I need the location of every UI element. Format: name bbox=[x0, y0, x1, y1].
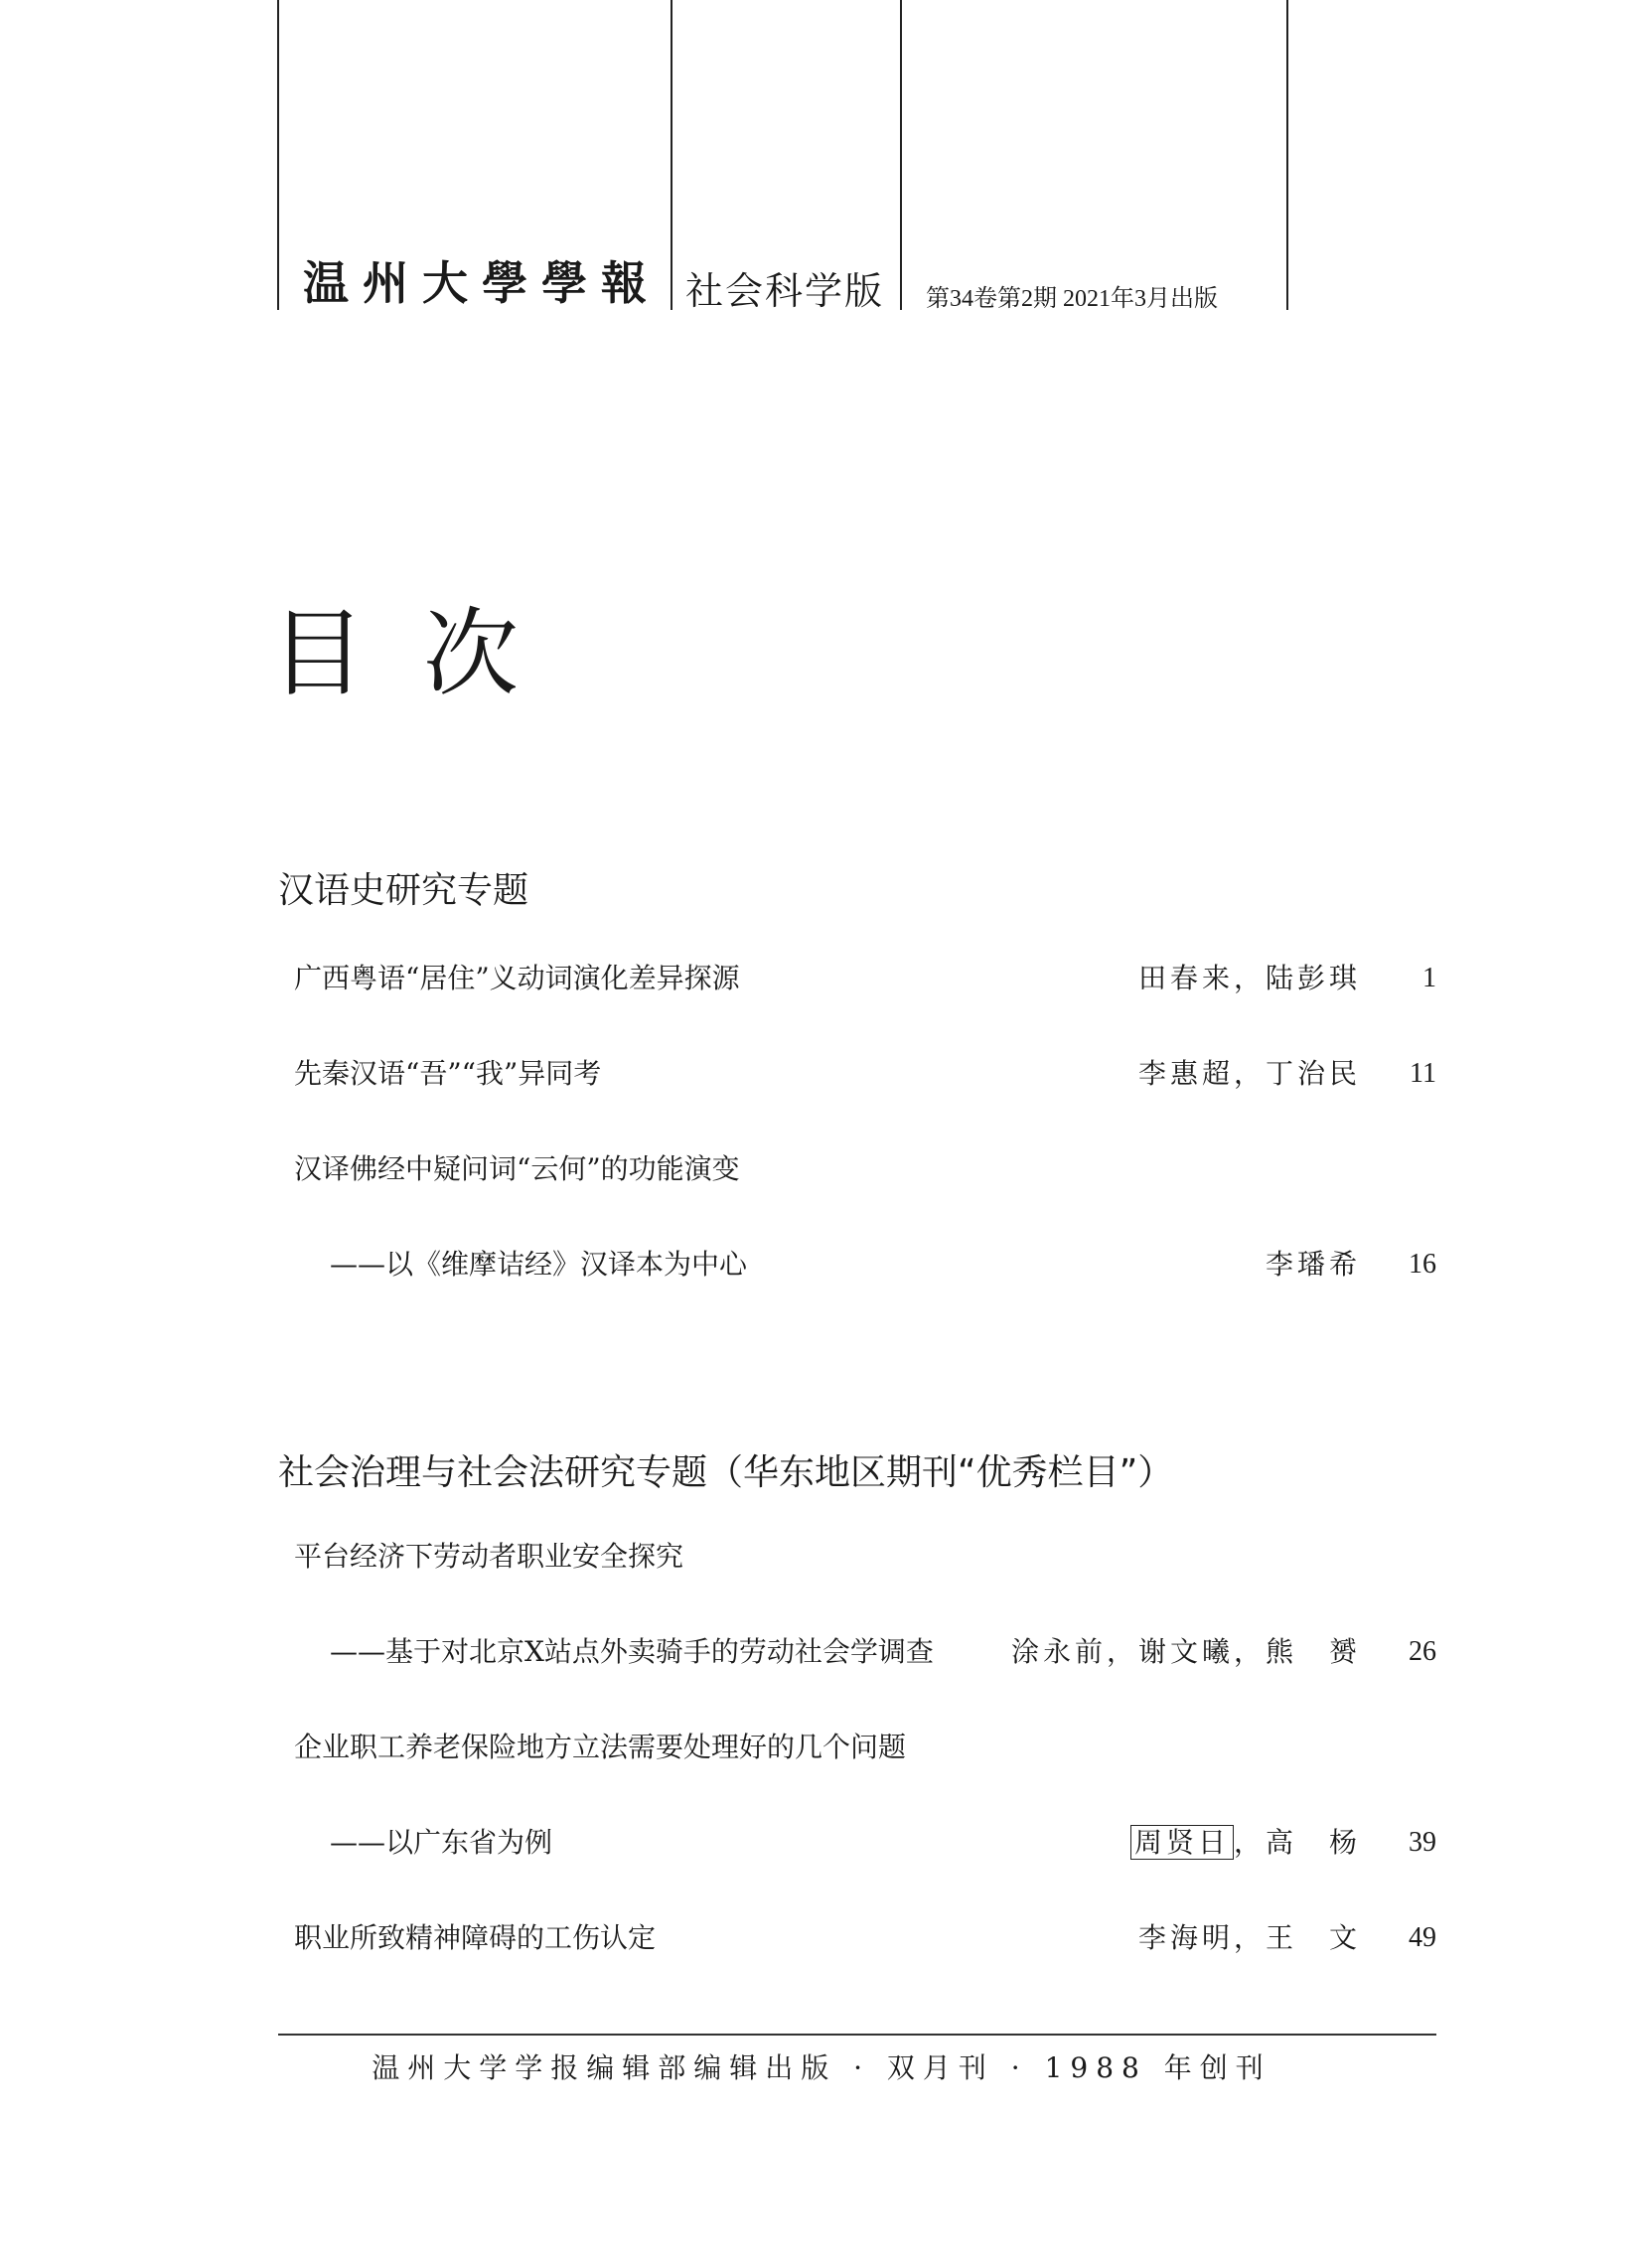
entry-title[interactable]: 汉译佛经中疑问词“云何”的功能演变 bbox=[294, 1152, 740, 1185]
entry-authors: 李海明，王 文 bbox=[1137, 1921, 1361, 1954]
toc-entry[interactable] bbox=[294, 1052, 1436, 1096]
toc-entry[interactable] bbox=[294, 1535, 1436, 1579]
footer-rule bbox=[278, 2034, 1436, 2036]
entry-page: 39 bbox=[1409, 1827, 1436, 1858]
header-rule-2 bbox=[671, 0, 672, 310]
toc-entry[interactable] bbox=[294, 1726, 1436, 1769]
entry-authors: 李璠希 bbox=[1265, 1248, 1361, 1281]
footer-text: 温州大学学报编辑部编辑出版 · 双月刊 · 1988 年创刊 bbox=[372, 2051, 1271, 2084]
section-heading: 汉语史研究专题 bbox=[278, 870, 529, 911]
entry-page: 26 bbox=[1409, 1636, 1436, 1667]
journal-title: 温州大學學報 bbox=[303, 256, 661, 310]
header-rule-1 bbox=[277, 0, 279, 310]
entry-title[interactable]: 平台经济下劳动者职业安全探究 bbox=[294, 1540, 684, 1573]
entry-subtitle[interactable]: ——以广东省为例 bbox=[330, 1826, 553, 1859]
toc-entry-subtitle[interactable] bbox=[294, 1630, 1436, 1674]
header-rule-3 bbox=[900, 0, 902, 310]
entry-title[interactable]: 职业所致精神障碍的工伤认定 bbox=[294, 1921, 657, 1954]
section-heading: 社会治理与社会法研究专题（华东地区期刊“优秀栏目”） bbox=[278, 1452, 1174, 1493]
entry-authors: 田春来，陆彭琪 bbox=[1137, 962, 1361, 994]
toc-entry-subtitle[interactable] bbox=[294, 1821, 1436, 1865]
entry-title[interactable]: 广西粤语“居住”义动词演化差异探源 bbox=[294, 962, 740, 994]
entry-subtitle[interactable]: ——以《维摩诘经》汉译本为中心 bbox=[330, 1248, 748, 1281]
entry-page: 49 bbox=[1409, 1922, 1436, 1953]
entry-page: 16 bbox=[1409, 1249, 1436, 1280]
entry-authors bbox=[1130, 1821, 1361, 1865]
entry-page: 11 bbox=[1410, 1058, 1436, 1089]
toc-entry[interactable] bbox=[294, 1147, 1436, 1191]
header-rule-4 bbox=[1286, 0, 1288, 310]
entry-title[interactable]: 企业职工养老保险地方立法需要处理好的几个问题 bbox=[294, 1731, 907, 1763]
entry-page: 1 bbox=[1422, 963, 1436, 993]
entry-title[interactable]: 先秦汉语“吾”“我”异同考 bbox=[294, 1057, 602, 1090]
entry-authors: 涂永前，谢文曦，熊 赟 bbox=[1010, 1635, 1361, 1668]
toc-entry[interactable] bbox=[294, 957, 1436, 1000]
author-rest: ，高 杨 bbox=[1233, 1826, 1361, 1859]
toc-heading: 目次 bbox=[270, 598, 576, 709]
boxed-author: 周贤日 bbox=[1130, 1825, 1234, 1860]
journal-edition: 社会科学版 bbox=[685, 269, 885, 313]
toc-entry[interactable] bbox=[294, 1916, 1436, 1960]
entry-subtitle[interactable]: ——基于对北京X站点外卖骑手的劳动社会学调查 bbox=[330, 1635, 934, 1668]
entry-authors: 李惠超，丁治民 bbox=[1137, 1057, 1361, 1090]
issue-info: 第34卷第2期 2021年3月出版 bbox=[926, 286, 1218, 312]
toc-entry-subtitle[interactable] bbox=[294, 1243, 1436, 1286]
